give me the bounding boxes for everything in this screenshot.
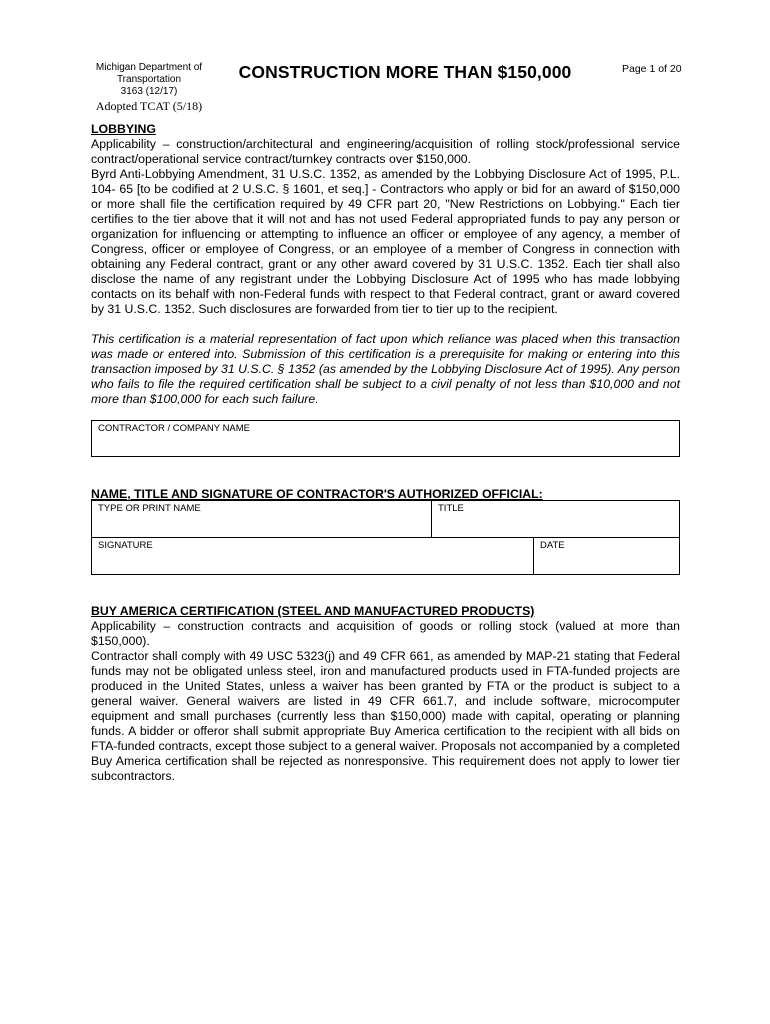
lobbying-amendment-text: Byrd Anti-Lobbying Amendment, 31 U.S.C. 1352, as amended by the Lobbying Disclosure Act of 1995, P.L. 104- 65 [to be codified at 2 U.S.C. § 1601, et seq.] - Contractors who apply or bid for an award of $150,000 or more shall file the certification required by 49 CFR part 20, "New Restrictions on Lobbying." Each tier certifies to the tier above that it will not and has not used Federal appropriated funds to pay any person or organization for influencing or attempting to influence an officer or employee of any agency, a member of Congress, officer or employee of Congress, or an employee of a member of Congress in connection with obtaining any Federal contract, grant or any other award covered by 31 U.S.C. 1352. Each tier shall also disclose the name of any registrant under the Lobbying Disclosure Act of 1995 who has made lobbying contacts on its behalf with non-Federal funds with respect to that Federal contract, grant or award covered by 31 U.S.C. 1352. Such disclosures are forwarded from tier to tier up to the recipient. [91, 167, 680, 316]
certification-statement: This certification is a material representation of fact upon which reliance was placed when this transaction was made or entered into. Submission of this certification is a prerequisite for making or entering into this transaction imposed by 31 U.S.C. § 1352 (as amended by the Lobbying Disclosure Act of 1995). Any person who fails to file the required certification shall be subject to a civil penalty of not less than $10,000 and not more than $100,000 for each such failure. [91, 332, 680, 406]
lobbying-section [91, 122, 680, 407]
signature-field[interactable] [91, 537, 534, 575]
buy-america-applicability: Applicability – construction contracts and acquisition of goods or rolling stock (valued at more than $150,000). [91, 619, 680, 648]
adopted-date: Adopted TCAT (5/18) [95, 99, 203, 113]
agency-block [88, 62, 210, 113]
print-name-label: TYPE OR PRINT NAME [98, 503, 201, 514]
date-field[interactable] [533, 537, 680, 575]
signature-label: SIGNATURE [98, 540, 153, 551]
title-field[interactable] [431, 500, 680, 538]
authorized-official-heading: NAME, TITLE AND SIGNATURE OF CONTRACTOR'S AUTHORIZED OFFICIAL: [91, 487, 543, 501]
form-number: 3163 (12/17) [120, 86, 178, 97]
lobbying-applicability: Applicability – construction/architectural and engineering/acquisition of rolling stock/professional service contract/operational service contract/turnkey contracts over $150,000. [91, 137, 680, 166]
page-title: CONSTRUCTION MORE THAN $150,000 [238, 62, 572, 82]
buy-america-section [91, 604, 680, 784]
page-number: Page 1 of 20 [622, 63, 682, 75]
date-label: DATE [540, 540, 565, 551]
agency-name-line2: Transportation [116, 74, 182, 85]
agency-name: Michigan Department of [95, 62, 203, 73]
buy-america-requirements: Contractor shall comply with 49 USC 5323(j) and 49 CFR 661, as amended by MAP-21 stating that Federal funds may not be obligated unless steel, iron and manufactured products used in FTA-funded projects are produced in the United States, unless a waiver has been granted by FTA or the product is subject to a general waiver. General waivers are listed in 49 CFR 661.7, and include software, microcomputer equipment and small purchases (currently less than $150,000) made with capital, operating or planning funds. A bidder or offeror shall submit appropriate Buy America certification to the recipient with all bids on FTA-funded contracts, except those subject to a general waiver. Proposals not accompanied by a completed Buy America certification shall be rejected as nonresponsive. This requirement does not apply to lower tier subcontractors. [91, 649, 680, 783]
buy-america-heading: BUY AMERICA CERTIFICATION (STEEL AND MANUFACTURED PRODUCTS) [91, 604, 535, 618]
title-label: TITLE [438, 503, 464, 514]
lobbying-heading: LOBBYING [91, 122, 156, 136]
company-name-label: CONTRACTOR / COMPANY NAME [98, 423, 251, 434]
company-name-field[interactable] [91, 420, 680, 457]
print-name-field[interactable] [91, 500, 432, 538]
